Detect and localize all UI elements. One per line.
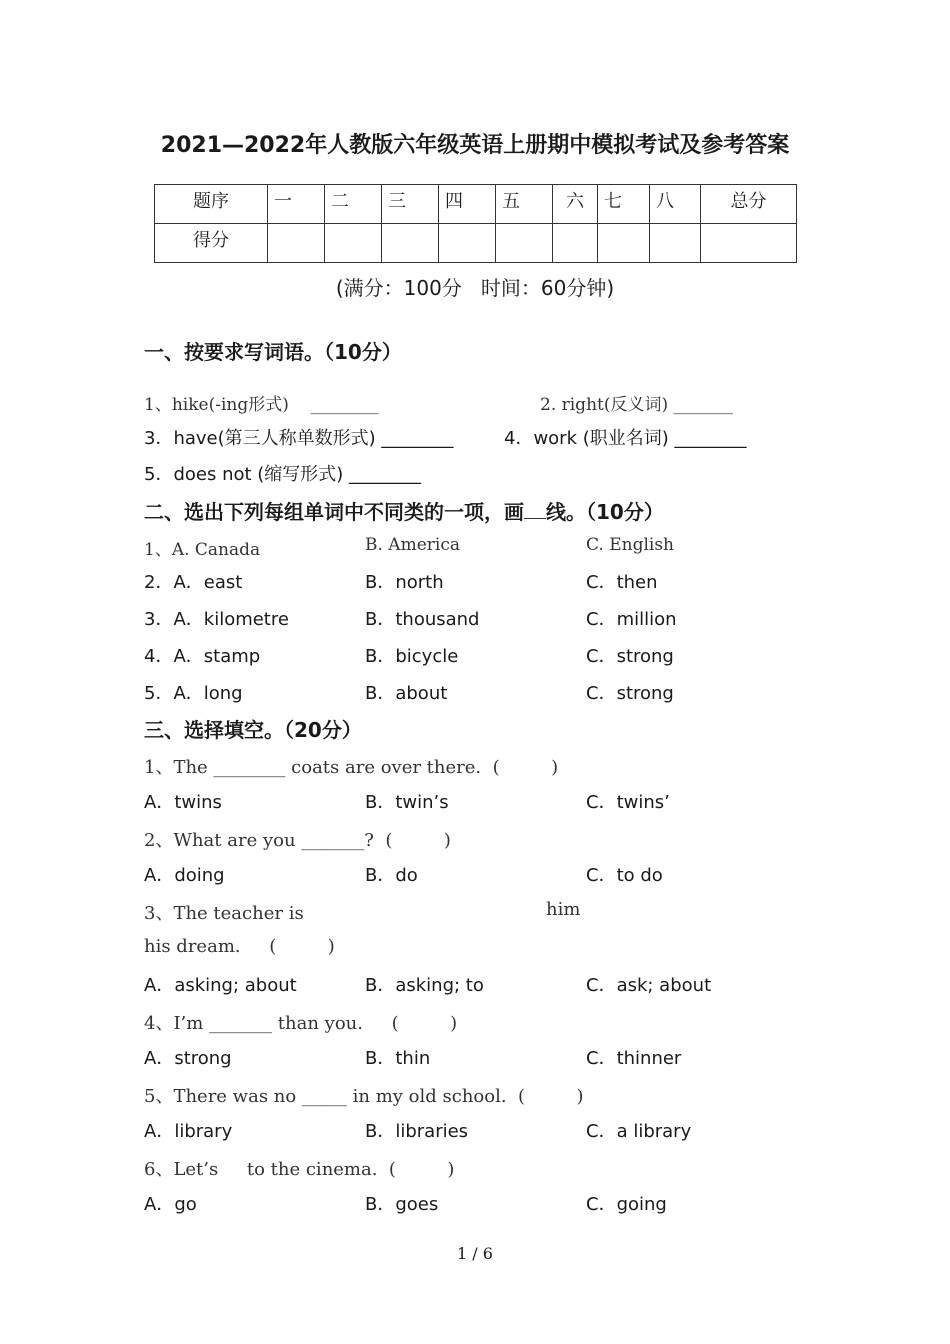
s2-row1-option-b: B. America [365,535,460,555]
s3-q2-stem: 2、What are you _______? ( ) [144,830,451,851]
s3-q3-stem-line2: his dream. ( ) [144,936,335,957]
s3-q6-stem: 6、Let’s to the cinema. ( ) [144,1159,455,1180]
score-cell[interactable] [701,224,797,263]
s3-q1-option-c: C．twins’ [586,792,670,813]
s3-q1-stem: 1、The ________ coats are over there. ( ) [144,757,559,778]
s3-q4-option-c: C．thinner [586,1048,682,1069]
score-cell[interactable] [382,224,439,263]
score-header-cell: 一 [268,185,325,224]
s2-row4-option-c: C．strong [586,646,674,667]
s2-row2-option-c: C．then [586,572,658,593]
s1-question-4: 4．work (职业名词) ________ [504,428,747,449]
s3-q3-option-c: C．ask; about [586,975,712,996]
s1-question-5: 5．does not (缩写形式) ________ [144,464,422,485]
s2-row3-option-b: B．thousand [365,609,480,630]
s3-q6-option-a: A．go [144,1194,197,1215]
score-header-cell: 二 [325,185,382,224]
section2-heading [144,496,664,525]
s3-q2-option-c: C．to do [586,865,663,886]
score-header-cell: 总分 [701,185,797,224]
score-cell[interactable] [439,224,496,263]
score-header-cell: 题序 [155,185,268,224]
s2-row5-option-b: B．about [365,683,448,704]
s3-q3-option-a: A．asking; about [144,975,297,996]
s3-q5-option-a: A．library [144,1121,233,1142]
score-header-cell: 四 [439,185,496,224]
score-cell[interactable] [325,224,382,263]
score-table [154,184,797,263]
s2-row5-option-a: 5．A．long [144,683,243,704]
s3-q4-option-a: A．strong [144,1048,232,1069]
s2-row3-option-c: C．million [586,609,677,630]
s2-row1-option-a: 1、A. Canada [144,540,261,560]
s2-row4-option-b: B．bicycle [365,646,459,667]
s1-question-1: 1、hike(-ing形式) ________ [144,395,379,415]
section3-heading: 三、选择填空。（20分） [144,718,362,742]
score-cell[interactable] [553,224,598,263]
s3-q3-stem-part1: 3、The teacher is [144,903,304,924]
section2-heading-post: 线。（10分） [546,500,664,524]
s2-row1-option-c: C. English [586,535,674,555]
s3-q5-option-c: C．a library [586,1121,692,1142]
s3-q5-stem: 5、There was no _____ in my old school. ( ) [144,1086,584,1107]
s3-q2-option-a: A．doing [144,865,225,886]
score-header-cell: 三 [382,185,439,224]
score-table-score-row [155,224,797,263]
score-table-header-row [155,185,797,224]
s3-q3-option-b: B．asking; to [365,975,484,996]
s3-q6-option-b: B．goes [365,1194,439,1215]
s2-row5-option-c: C．strong [586,683,674,704]
score-cell[interactable] [496,224,553,263]
heading-underline-blank [524,517,546,519]
full-mark-info: (满分：100分 时间：60分钟) [335,276,615,300]
s3-q4-stem: 4、I’m _______ than you. ( ) [144,1013,458,1034]
s2-row3-option-a: 3．A．kilometre [144,609,289,630]
score-cell[interactable] [268,224,325,263]
section1-heading: 一、按要求写词语。（10分） [144,340,402,364]
page-number: 1 / 6 [457,1244,493,1263]
s3-q4-option-b: B．thin [365,1048,431,1069]
score-cell[interactable] [598,224,650,263]
s3-q5-option-b: B．libraries [365,1121,469,1142]
s3-q1-option-a: A．twins [144,792,222,813]
score-row-label: 得分 [155,224,268,263]
score-header-cell: 五 [496,185,553,224]
score-header-cell: 六 [553,185,598,224]
s1-question-3: 3．have(第三人称单数形式) ________ [144,428,454,449]
score-cell[interactable] [650,224,701,263]
s3-q3-stem-part2: him [546,899,581,920]
page-title: 2021—2022年人教版六年级英语上册期中模拟考试及参考答案 [160,133,790,158]
score-header-cell: 八 [650,185,701,224]
s2-row2-option-b: B．north [365,572,444,593]
score-header-cell: 七 [598,185,650,224]
s3-q1-option-b: B．twin’s [365,792,449,813]
section2-heading-pre: 二、选出下列每组单词中不同类的一项，画 [144,500,524,524]
s1-question-2: 2. right(反义词) _______ [540,395,734,415]
s3-q2-option-b: B．do [365,865,418,886]
s2-row4-option-a: 4．A．stamp [144,646,261,667]
s2-row2-option-a: 2．A．east [144,572,243,593]
s3-q6-option-c: C．going [586,1194,667,1215]
